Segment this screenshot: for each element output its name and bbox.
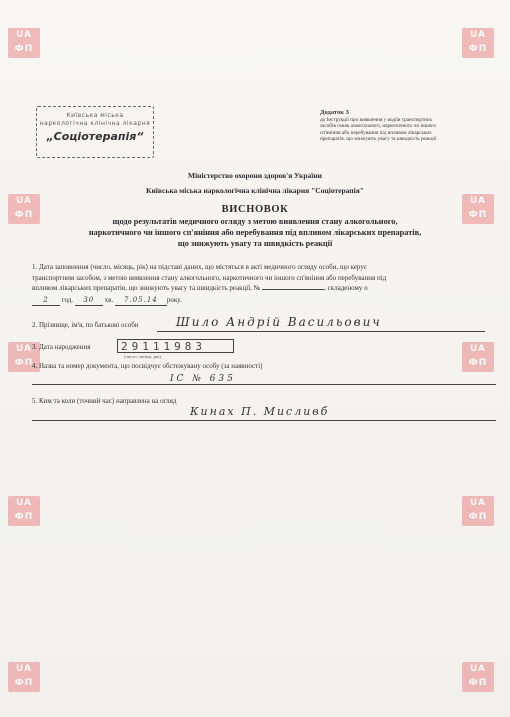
minutes-label: хв. xyxy=(104,295,114,304)
addendum-line: до Інструкції про виявлення у водіїв транспортних xyxy=(320,117,433,124)
addendum-line: препаратів, що знижують увагу та швидкість реакції xyxy=(320,135,437,142)
clinic-stamp xyxy=(36,106,154,158)
paragraph-1-text: впливом лікарських препаратів, що знижують увагу та швидкість реакції, № xyxy=(32,284,261,292)
subtitle-line: наркотичного чи іншого сп'яніння або перебування під впливом лікарських препаратів, xyxy=(88,228,422,237)
field-2-label: 2. Прізвище, ім'я, по батькові особи xyxy=(32,321,139,329)
paragraph-1-line: транспортним засобом, з метою виявлення стану алкогольного, наркотичного чи іншого сп'яніння або перебування під xyxy=(32,273,387,282)
birth-date-hint: (число, місяць, рік) xyxy=(124,354,161,359)
addendum-note xyxy=(320,110,490,142)
addendum-line: засобів ознак алкогольного, наркотичного чи іншого xyxy=(320,123,436,130)
stamp-line-1: Київська міська xyxy=(66,112,124,119)
watermark-logo: UA ФП xyxy=(8,662,40,692)
watermark-logo: UA ФП xyxy=(8,496,40,526)
paragraph-1-text: , складеному о xyxy=(324,284,368,292)
paragraph-1 xyxy=(32,262,482,306)
field-5-label: 5. Ким та коли (точний час) направлена на огляд xyxy=(32,397,177,405)
field-2-value[interactable]: Шило Андрій Васильович xyxy=(176,315,382,329)
field-5-value[interactable]: Кинах П. Мисливб xyxy=(190,405,330,418)
paragraph-1-line xyxy=(32,283,482,294)
subtitle-line: що знижують увагу та швидкість реакції xyxy=(177,239,333,248)
date-blank[interactable] xyxy=(115,295,167,307)
paragraph-1-line: 1. Дата заповнення (число, місяць, рік) на підставі даних, що містяться в акті медичного огляду особи, що керує xyxy=(32,263,367,271)
year-label: року. xyxy=(166,295,182,304)
handwritten-minutes: 30 xyxy=(83,295,95,304)
hour-blank[interactable] xyxy=(32,295,60,307)
document-title: ВИСНОВОК xyxy=(221,204,289,215)
act-number-blank[interactable] xyxy=(262,289,324,290)
watermark-logo: UA ФП xyxy=(8,28,40,58)
watermark-logo: UA ФП xyxy=(462,662,494,692)
watermark-logo: UA ФП xyxy=(462,342,494,372)
paragraph-1-line xyxy=(32,295,482,307)
field-2-underline xyxy=(157,331,485,332)
handwritten-hour: 2 xyxy=(43,295,49,304)
watermark-logo: UA ФП xyxy=(8,342,40,372)
watermark-logo: UA ФП xyxy=(462,194,494,224)
birth-date-field[interactable]: 29111983 xyxy=(117,339,234,353)
addendum-line: сп'яніння або перебування під впливом лікарських xyxy=(320,129,432,136)
field-4-underline xyxy=(32,384,496,385)
handwritten-date: 7.05.14 xyxy=(124,295,158,304)
hours-label: год. xyxy=(61,295,74,304)
subtitle-line: щодо результатів медичного огляду з метою виявлення стану алкогольного, xyxy=(112,217,398,226)
field-3-label: 3. Дата народження xyxy=(32,343,91,351)
clinic-heading: Київська міська наркологічна клінічна лікарня "Соціотерапія" xyxy=(146,186,364,195)
addendum-heading: Додаток 3 xyxy=(320,109,349,116)
watermark-logo: UA ФП xyxy=(462,496,494,526)
field-4-value[interactable]: ІС № 635 xyxy=(170,374,236,384)
document-subtitle xyxy=(60,216,450,249)
watermark-logo: UA ФП xyxy=(8,194,40,224)
field-4-label: 4. Назва та номер документа, що посвідчує обстежувану особу (за наявності) xyxy=(32,362,263,370)
ministry-heading: Міністерство охорони здоров'я України xyxy=(187,171,322,180)
stamp-line-3: „Соціотерапія“ xyxy=(46,130,144,143)
stamp-line-2: наркологічна клінічна лікарня xyxy=(39,120,151,127)
watermark-logo: UA ФП xyxy=(462,28,494,58)
field-5-underline xyxy=(32,420,496,421)
minutes-blank[interactable] xyxy=(75,295,103,307)
